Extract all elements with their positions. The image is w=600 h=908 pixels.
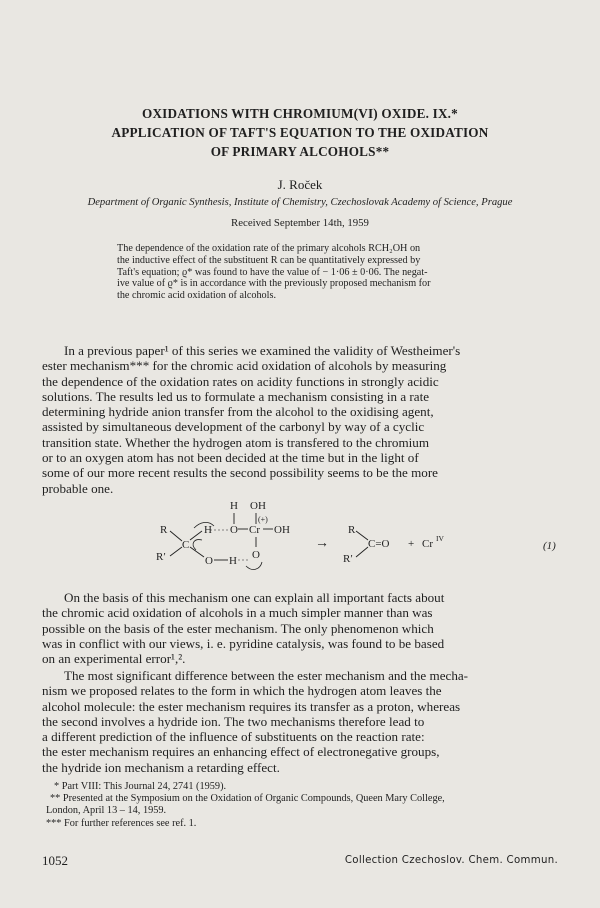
text-line: assisted by simultaneous development of the carbonyl by way of a cyclic (42, 419, 425, 435)
bond-c-o (190, 547, 204, 557)
abstract-line: The dependence of the oxidation rate of the primary alcohols RCH₂OH on (117, 243, 421, 254)
text-line: The most significant difference between the ester mechanism and the mecha- (64, 668, 469, 683)
abstract (117, 243, 517, 302)
text-line: on an experimental error¹,². (42, 651, 186, 667)
text-line: In a previous paper¹ of this series we examined the validity of Westheimer's (64, 343, 461, 358)
scheme-c-center: C (182, 539, 190, 551)
text-line: a different prediction of the influence of substituents on the reaction rate: (42, 729, 425, 745)
scheme-r-prime-right: R′ (343, 553, 353, 565)
footnote: *** For further references see ref. 1. (46, 817, 197, 829)
scheme-oh-top: OH (250, 500, 266, 512)
paragraph-3 (42, 668, 560, 775)
title-line-2: APPLICATION OF TAFT'S EQUATION TO THE OXIDATION (111, 125, 489, 140)
text-line: possible on the basis of the ester mechanism. The only phenomenon which (42, 620, 434, 636)
text-line: transition state. Whether the hydrogen atom is transfered to the chromium (42, 434, 430, 450)
abstract-line: the inductive effect of the substituent R can be quantitatively expressed by (117, 254, 421, 266)
scheme-h-bottom: H (229, 555, 237, 567)
text-line: the second involves a hydride ion. The two mechanisms therefore lead to (42, 713, 425, 729)
reaction-scheme-drawing (150, 500, 570, 575)
scheme-r-prime-left: R′ (156, 551, 166, 563)
title-line-1: OXIDATIONS WITH CHROMIUM(VI) OXIDE. IX.* (142, 106, 458, 121)
electron-arrow-lower (246, 562, 262, 569)
abstract-line: ive value of ϱ* is in accordance with the previously proposed mechanism for (117, 278, 431, 290)
scheme-cr-iv-superscript: IV (436, 534, 444, 543)
scheme-h-top: H (230, 500, 238, 512)
footnote: * Part VIII: This Journal 24, 2741 (1959). (54, 781, 227, 792)
text-line: determining hydride anion transfer from the alcohol to the oxidising agent, (42, 404, 434, 420)
text-line: the hydride ion mechanism a retarding effect. (42, 759, 280, 775)
scheme-h-mid: H (204, 524, 212, 536)
text-line: was in conflict with our views, i. e. pyridine catalysis, was found to be based (42, 635, 445, 651)
scheme-plus: + (408, 538, 415, 550)
footnote-continuation: London, April 13 – 14, 1959. (46, 805, 167, 817)
text-line: nism we proposed relates to the form in which the hydrogen atom leaves the (42, 683, 442, 699)
text-line: the chromic acid oxidation of alcohols in a much simpler manner than was (42, 605, 433, 621)
affiliation: Department of Organic Synthesis, Institute of Chemistry, Czechoslovak Academy of Science, Prague (87, 197, 513, 208)
scheme-cr-iv: Cr (422, 538, 433, 550)
text-line: the dependence of the oxidation rates on acidity functions in strongly acidic (42, 373, 439, 389)
title-line-3: OF PRIMARY ALCOHOLS** (210, 144, 390, 159)
bond-r-c (170, 531, 182, 541)
text-line: some of our more recent results the second possibility seems to be the more (42, 465, 438, 481)
text-line: ester mechanism*** for the chromic acid oxidation of alcohols by measuring (42, 358, 447, 374)
bond-c-h (190, 531, 202, 540)
text-line: On the basis of this mechanism one can explain all important facts about (64, 590, 445, 605)
scheme-r-left: R (160, 524, 168, 536)
bond-rprime-c-product (356, 547, 368, 557)
text-line: solutions. The results led us to formulate a mechanism consisting in a rate (42, 388, 430, 404)
scheme-o-bottom: O (205, 555, 213, 567)
reaction-arrow: → (315, 536, 329, 551)
equation-number: (1) (543, 540, 556, 552)
text-line: the ester mechanism requires an enhancing effect of electronegative groups, (42, 744, 440, 760)
footnote: ** Presented at the Symposium on the Oxidation of Organic Compounds, Queen Mary College, (50, 793, 445, 805)
received-date: Received September 14th, 1959 (231, 217, 369, 229)
paragraph-1 (42, 343, 560, 496)
text-line: probable one. (42, 480, 114, 496)
reaction-scheme (150, 500, 570, 575)
scheme-charge: (+) (258, 515, 268, 524)
author: J. Roček (277, 177, 323, 192)
bond-r-c-product (356, 531, 368, 540)
paragraph-2 (42, 590, 560, 666)
scheme-o-link: O (230, 524, 238, 536)
scheme-cr: Cr (249, 524, 260, 536)
footnotes (46, 781, 566, 830)
scheme-r-right: R (348, 524, 356, 536)
text-line: alcohol molecule: the ester mechanism requires its transfer as a proton, whereas (42, 698, 461, 714)
text-line: or to an oxygen atom has not been decided at the time but in the light of (42, 450, 419, 466)
scheme-o-lower: O (252, 549, 260, 561)
scheme-oh-right: OH (274, 524, 290, 536)
paper-title (40, 104, 560, 161)
electron-arrow-left (193, 540, 202, 550)
page-number: 1052 (42, 853, 68, 868)
abstract-line: the chromic acid oxidation of alcohols. (117, 290, 276, 302)
bond-rprime-c (170, 547, 182, 556)
scheme-carbonyl: C=O (368, 538, 390, 550)
abstract-line: Taft's equation; ϱ* was found to have the value of − 1·06 ± 0·06. The negat- (117, 266, 428, 278)
journal-name: Collection Czechoslov. Chem. Commun. (344, 855, 558, 866)
